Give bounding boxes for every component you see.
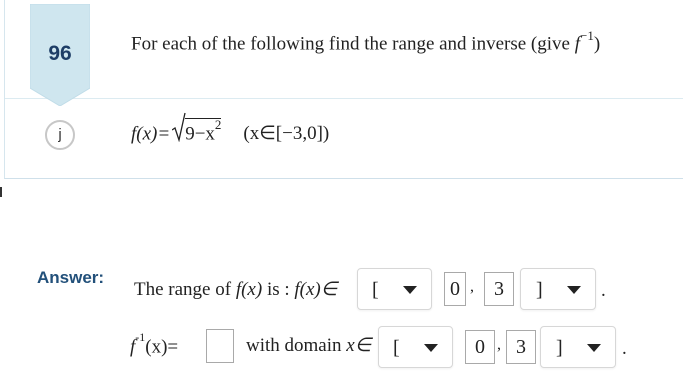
chevron-down-icon bbox=[587, 344, 601, 352]
left-edge-mark bbox=[0, 187, 2, 197]
inverse-function-input[interactable] bbox=[206, 329, 234, 363]
prompt-sup: −1 bbox=[580, 28, 594, 43]
function-lhs: f(x)= bbox=[131, 123, 171, 145]
range-open-bracket-select[interactable]: [ bbox=[357, 268, 432, 310]
radicand: 9−x bbox=[185, 123, 215, 145]
question-number: 96 bbox=[48, 42, 72, 65]
prompt-close: ) bbox=[593, 33, 601, 55]
chevron-down-icon bbox=[567, 286, 581, 294]
domain-sentence: with domain x∈ bbox=[246, 335, 372, 356]
radical-sign-icon bbox=[172, 112, 186, 142]
radicand-power: 2 bbox=[214, 117, 222, 132]
inverse-label: $f^{-1}(x)=$ bbox=[130, 330, 179, 358]
range-set: f(x)∈ bbox=[294, 279, 338, 300]
part-label: j bbox=[45, 120, 75, 150]
domain-set: x∈ bbox=[346, 335, 372, 356]
range-fn: f(x) bbox=[235, 279, 263, 300]
given-domain: (x∈[−3,0]) bbox=[243, 123, 330, 145]
range-high-input[interactable]: 3 bbox=[484, 272, 514, 306]
function-expression bbox=[131, 118, 329, 145]
domain-open-bracket-select[interactable]: [ bbox=[378, 326, 453, 368]
range-low-input[interactable]: 0 bbox=[444, 272, 466, 306]
range-sentence: The range of f(x) is : f(x)∈ bbox=[134, 279, 338, 300]
question-number-badge bbox=[30, 4, 90, 106]
answer-label: Answer: bbox=[37, 268, 105, 287]
divider bbox=[5, 98, 683, 99]
question-panel bbox=[4, 0, 683, 179]
domain-high-input[interactable]: 3 bbox=[506, 330, 536, 364]
domain-close-bracket-select[interactable]: ] bbox=[540, 326, 616, 368]
prompt-fn: f bbox=[574, 33, 580, 55]
square-root bbox=[172, 118, 221, 145]
domain-low-input[interactable]: 0 bbox=[465, 330, 495, 364]
chevron-down-icon bbox=[403, 286, 417, 294]
chevron-down-icon bbox=[424, 344, 438, 352]
question-prompt bbox=[131, 30, 600, 55]
range-close-bracket-select[interactable]: ] bbox=[520, 268, 596, 310]
prompt-text: For each of the following find the range and inverse (give bbox=[131, 33, 575, 55]
